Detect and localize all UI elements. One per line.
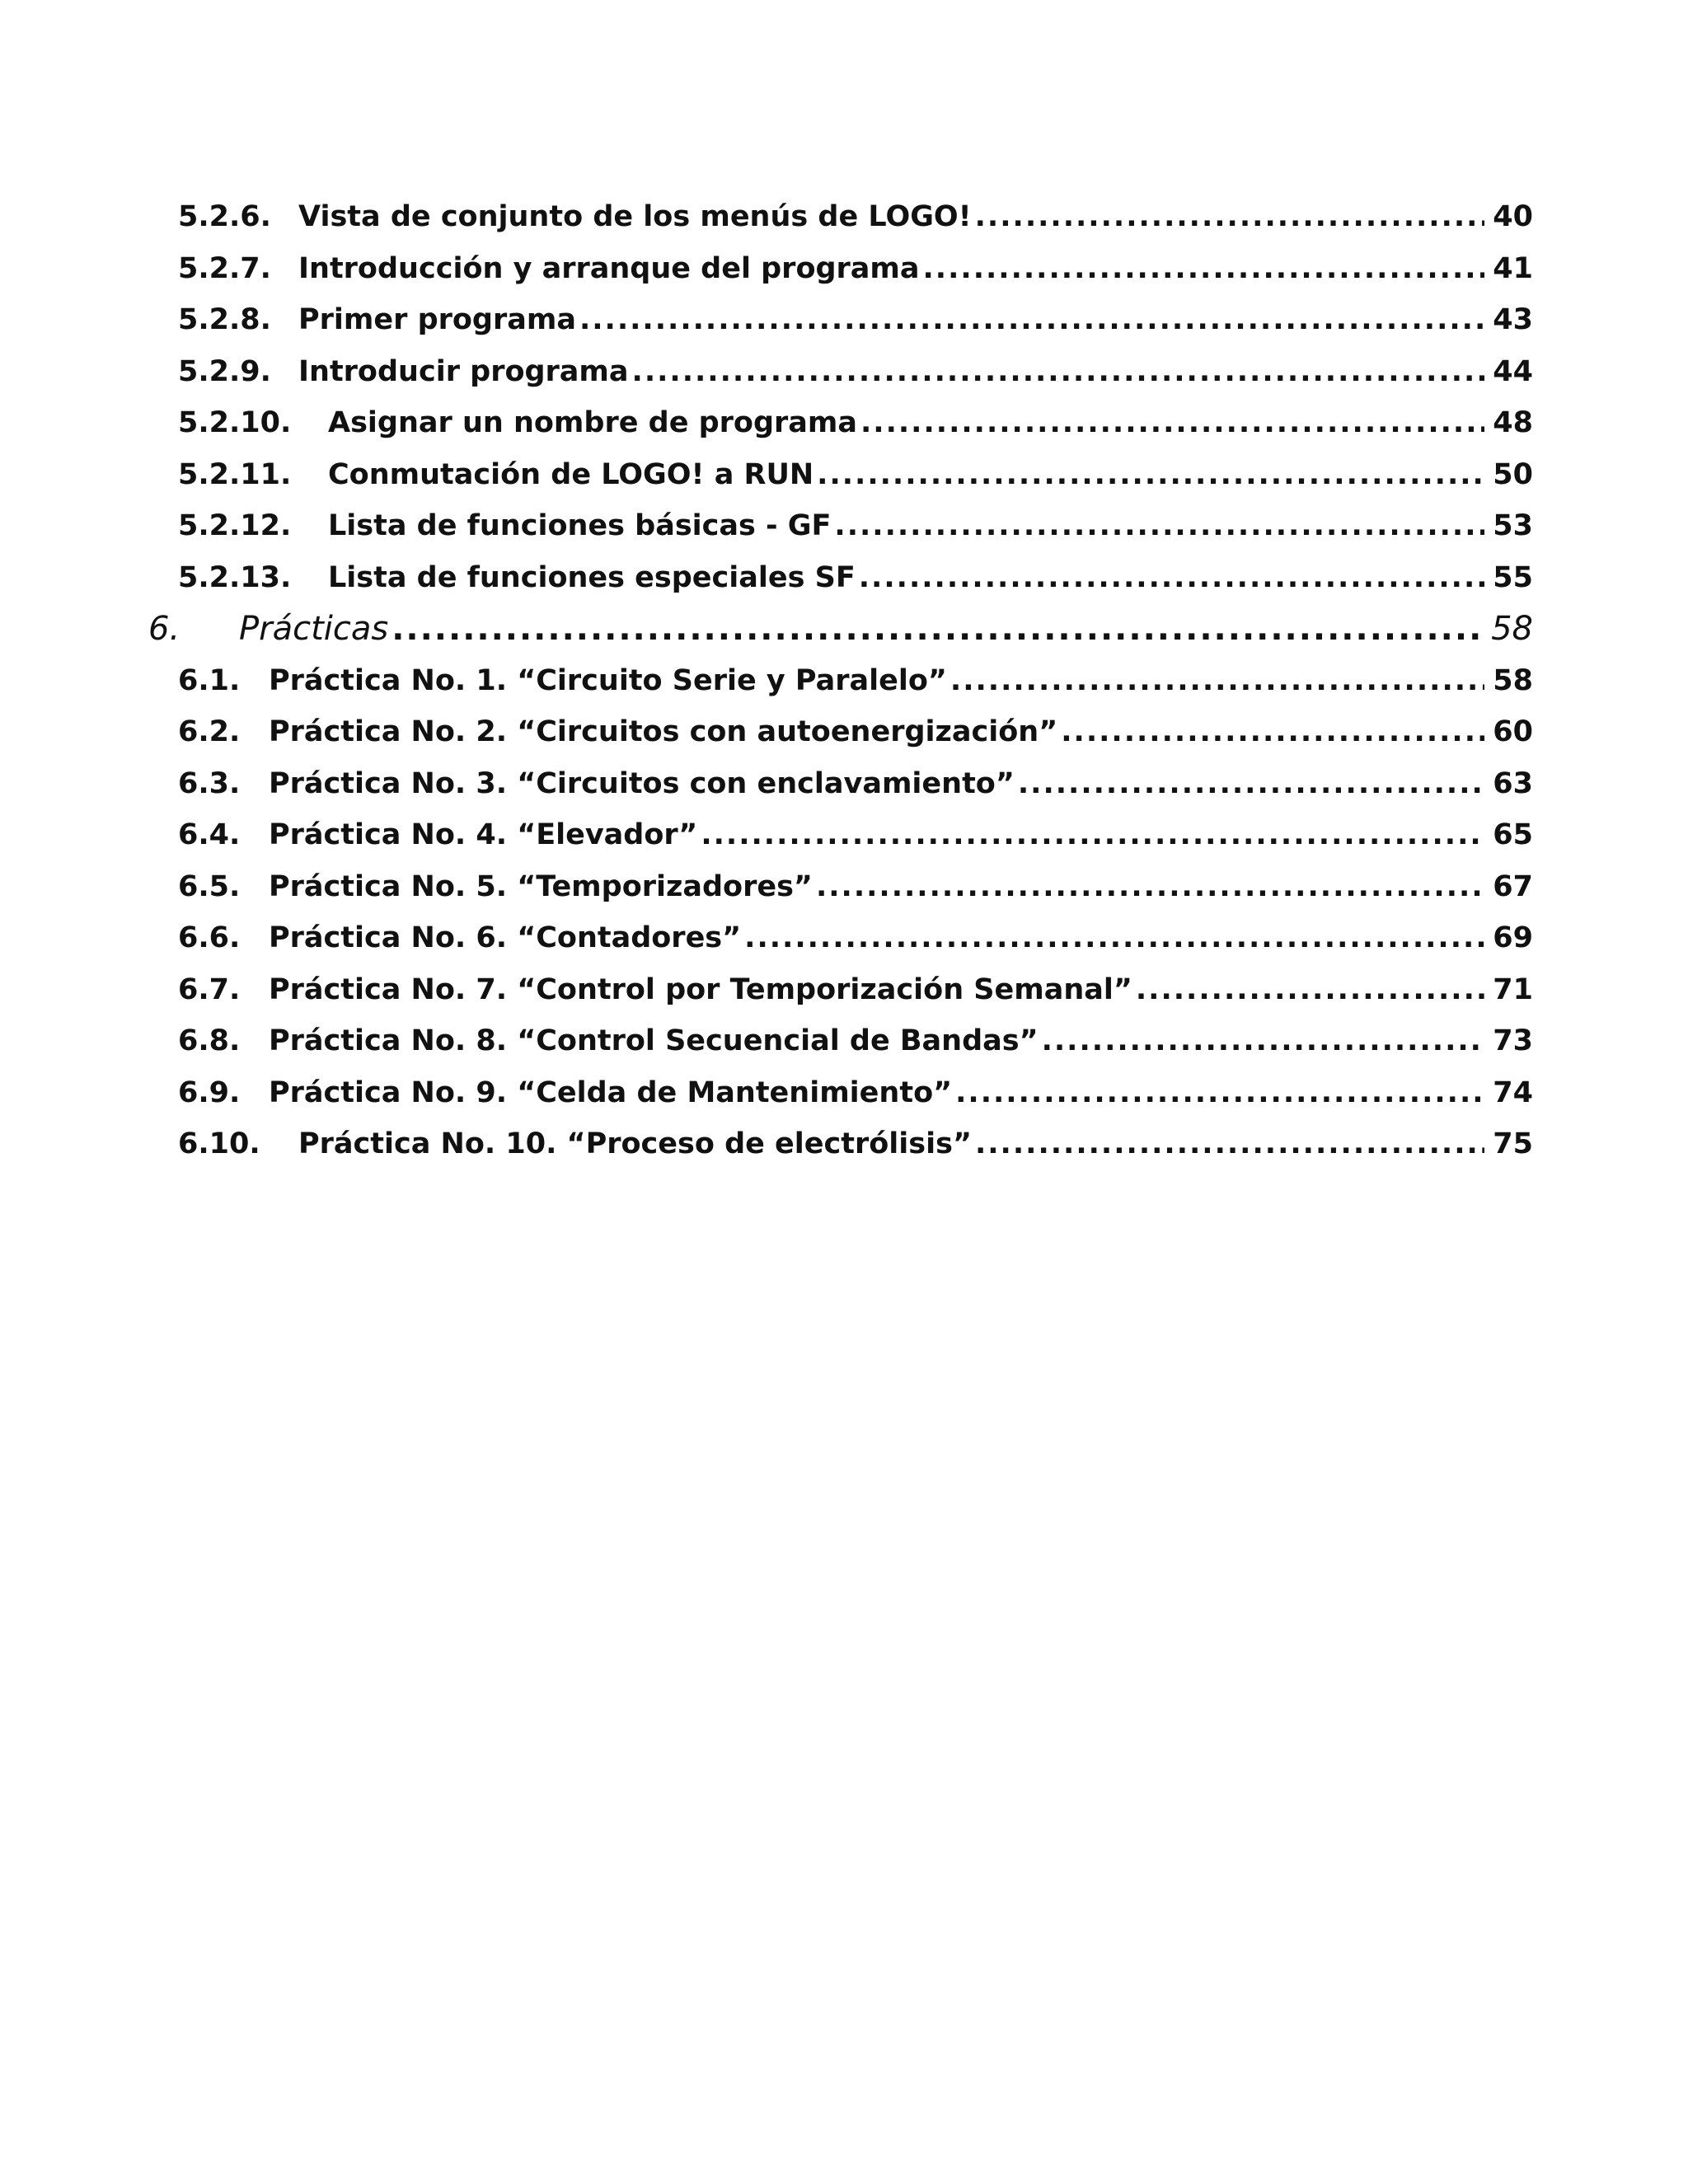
- toc-entry-body: [269, 870, 1533, 903]
- toc-entry-page: 53: [1493, 509, 1533, 543]
- dot-leader: [923, 252, 1485, 285]
- toc-entry-title: Práctica No. 1. “Circuito Serie y Paralelo”: [269, 663, 947, 697]
- toc-entry-page: 74: [1493, 1076, 1533, 1109]
- toc-entry-title: Práctica No. 2. “Circuitos con autoenergización”: [269, 715, 1058, 749]
- toc-entry-body: [298, 355, 1533, 388]
- toc-entry-body: [269, 664, 1533, 697]
- toc-entry-number: 5.2.7.: [178, 251, 271, 285]
- toc-entry-5-2-12[interactable]: [0, 500, 1688, 552]
- toc-entry-page: 41: [1493, 251, 1533, 285]
- toc-entry-number: 5.2.11.: [178, 457, 292, 491]
- dot-leader: [975, 1127, 1484, 1160]
- toc-entry-body: [328, 509, 1533, 542]
- toc-entry-body: [298, 1127, 1533, 1160]
- toc-entry-body: [269, 1024, 1533, 1057]
- toc-entry-6-9[interactable]: [0, 1067, 1688, 1119]
- toc-entry-number: 5.2.6.: [178, 200, 271, 234]
- dot-leader: [1018, 767, 1484, 800]
- dot-leader: [1136, 973, 1484, 1006]
- dot-leader: [817, 458, 1484, 491]
- toc-entry-page: 40: [1493, 200, 1533, 234]
- toc-entry-6-4[interactable]: [0, 809, 1688, 861]
- toc-chapter-6[interactable]: [0, 603, 1688, 655]
- toc-entry-5-2-11[interactable]: [0, 449, 1688, 501]
- dot-leader: [744, 921, 1484, 954]
- toc-entry-body: [328, 406, 1533, 439]
- toc-entry-page: 65: [1493, 818, 1533, 852]
- toc-entry-title: Introducir programa: [298, 354, 629, 388]
- toc-entry-body: [328, 561, 1533, 594]
- toc-entry-number: 6.1.: [178, 663, 241, 697]
- toc-entry-5-2-6[interactable]: [0, 191, 1688, 243]
- toc-entry-title: Práctica No. 6. “Contadores”: [269, 921, 742, 955]
- toc-entry-number: 5.2.8.: [178, 303, 271, 337]
- toc-entry-page: 43: [1493, 303, 1533, 337]
- dot-leader: [955, 1076, 1484, 1109]
- toc-entry-title: Primer programa: [298, 303, 576, 337]
- toc-entry-body: [269, 1076, 1533, 1109]
- toc-entry-number: 6.9.: [178, 1076, 241, 1109]
- toc-entry-title: Lista de funciones básicas - GF: [328, 509, 832, 543]
- toc-entry-body: [298, 252, 1533, 285]
- toc-entry-title: Práctica No. 7. “Control por Temporización Semanal”: [269, 972, 1132, 1006]
- toc-entry-6-10[interactable]: [0, 1118, 1688, 1170]
- toc-entry-body: [298, 200, 1533, 233]
- toc-chapter-title: Prácticas: [239, 610, 389, 649]
- toc-entry-6-2[interactable]: [0, 706, 1688, 758]
- toc-entry-number: 6.3.: [178, 766, 241, 800]
- toc-entry-title: Introducción y arranque del programa: [298, 251, 920, 285]
- toc-entry-body: [239, 610, 1533, 648]
- toc-entry-6-6[interactable]: [0, 912, 1688, 964]
- toc-chapter-number: 6.: [148, 610, 181, 649]
- table-of-contents: [0, 191, 1688, 1170]
- dot-leader: [834, 509, 1484, 542]
- toc-entry-title: Asignar un nombre de programa: [328, 406, 857, 440]
- toc-entry-number: 6.8.: [178, 1024, 241, 1058]
- toc-entry-number: 6.6.: [178, 921, 241, 955]
- toc-entry-page: 67: [1493, 869, 1533, 903]
- toc-entry-page: 55: [1493, 560, 1533, 594]
- toc-entry-page: 58: [1493, 663, 1533, 697]
- toc-entry-title: Práctica No. 5. “Temporizadores”: [269, 869, 813, 903]
- dot-leader: [1061, 715, 1484, 748]
- toc-entry-number: 6.5.: [178, 869, 241, 903]
- toc-entry-6-7[interactable]: [0, 964, 1688, 1016]
- toc-entry-page: 60: [1493, 715, 1533, 749]
- dot-leader: [632, 355, 1485, 388]
- toc-entry-page: 73: [1493, 1024, 1533, 1058]
- toc-entry-5-2-7[interactable]: [0, 243, 1688, 295]
- toc-entry-page: 63: [1493, 766, 1533, 800]
- dot-leader: [950, 664, 1484, 697]
- toc-entry-body: [269, 818, 1533, 851]
- toc-entry-5-2-9[interactable]: [0, 346, 1688, 398]
- toc-entry-title: Práctica No. 9. “Celda de Mantenimiento”: [269, 1076, 953, 1109]
- dot-leader: [701, 818, 1484, 851]
- dot-leader: [859, 561, 1485, 594]
- toc-entry-body: [269, 973, 1533, 1006]
- toc-entry-page: 44: [1493, 354, 1533, 388]
- toc-entry-6-3[interactable]: [0, 758, 1688, 810]
- toc-entry-number: 5.2.13.: [178, 560, 292, 594]
- toc-entry-body: [269, 715, 1533, 748]
- dot-leader: [975, 200, 1485, 233]
- toc-entry-title: Práctica No. 8. “Control Secuencial de Bandas”: [269, 1024, 1039, 1058]
- dot-leader: [860, 406, 1484, 439]
- toc-entry-number: 5.2.10.: [178, 406, 292, 440]
- toc-entry-title: Práctica No. 10. “Proceso de electrólisis”: [298, 1127, 972, 1161]
- dot-leader: [816, 870, 1484, 903]
- toc-entry-body: [269, 767, 1533, 800]
- toc-entry-page: 71: [1493, 972, 1533, 1006]
- toc-entry-5-2-10[interactable]: [0, 397, 1688, 449]
- toc-entry-page: 48: [1493, 406, 1533, 440]
- toc-entry-number: 6.7.: [178, 972, 241, 1006]
- toc-entry-6-1[interactable]: [0, 655, 1688, 707]
- toc-entry-page: 69: [1493, 921, 1533, 955]
- toc-entry-page: 75: [1493, 1127, 1533, 1161]
- toc-entry-number: 6.10.: [178, 1127, 260, 1161]
- toc-entry-number: 5.2.12.: [178, 509, 292, 543]
- toc-entry-body: [298, 303, 1533, 336]
- toc-entry-5-2-8[interactable]: [0, 294, 1688, 346]
- toc-entry-title: Vista de conjunto de los menús de LOGO!: [298, 200, 972, 234]
- toc-entry-page: 50: [1493, 457, 1533, 491]
- toc-entry-number: 5.2.9.: [178, 354, 271, 388]
- toc-entry-title: Práctica No. 3. “Circuitos con enclavamiento”: [269, 766, 1015, 800]
- toc-entry-title: Lista de funciones especiales SF: [328, 560, 856, 594]
- toc-entry-body: [269, 921, 1533, 954]
- toc-entry-5-2-13[interactable]: [0, 552, 1688, 604]
- toc-entry-body: [328, 458, 1533, 491]
- toc-entry-number: 6.2.: [178, 715, 241, 749]
- toc-chapter-page: 58: [1491, 610, 1533, 649]
- dot-leader: [392, 610, 1483, 648]
- toc-entry-number: 6.4.: [178, 818, 241, 852]
- toc-entry-title: Práctica No. 4. “Elevador”: [269, 818, 698, 852]
- toc-entry-6-5[interactable]: [0, 861, 1688, 913]
- toc-entry-title: Conmutación de LOGO! a RUN: [328, 457, 814, 491]
- dot-leader: [1042, 1024, 1485, 1057]
- dot-leader: [579, 303, 1484, 336]
- toc-entry-6-8[interactable]: [0, 1015, 1688, 1067]
